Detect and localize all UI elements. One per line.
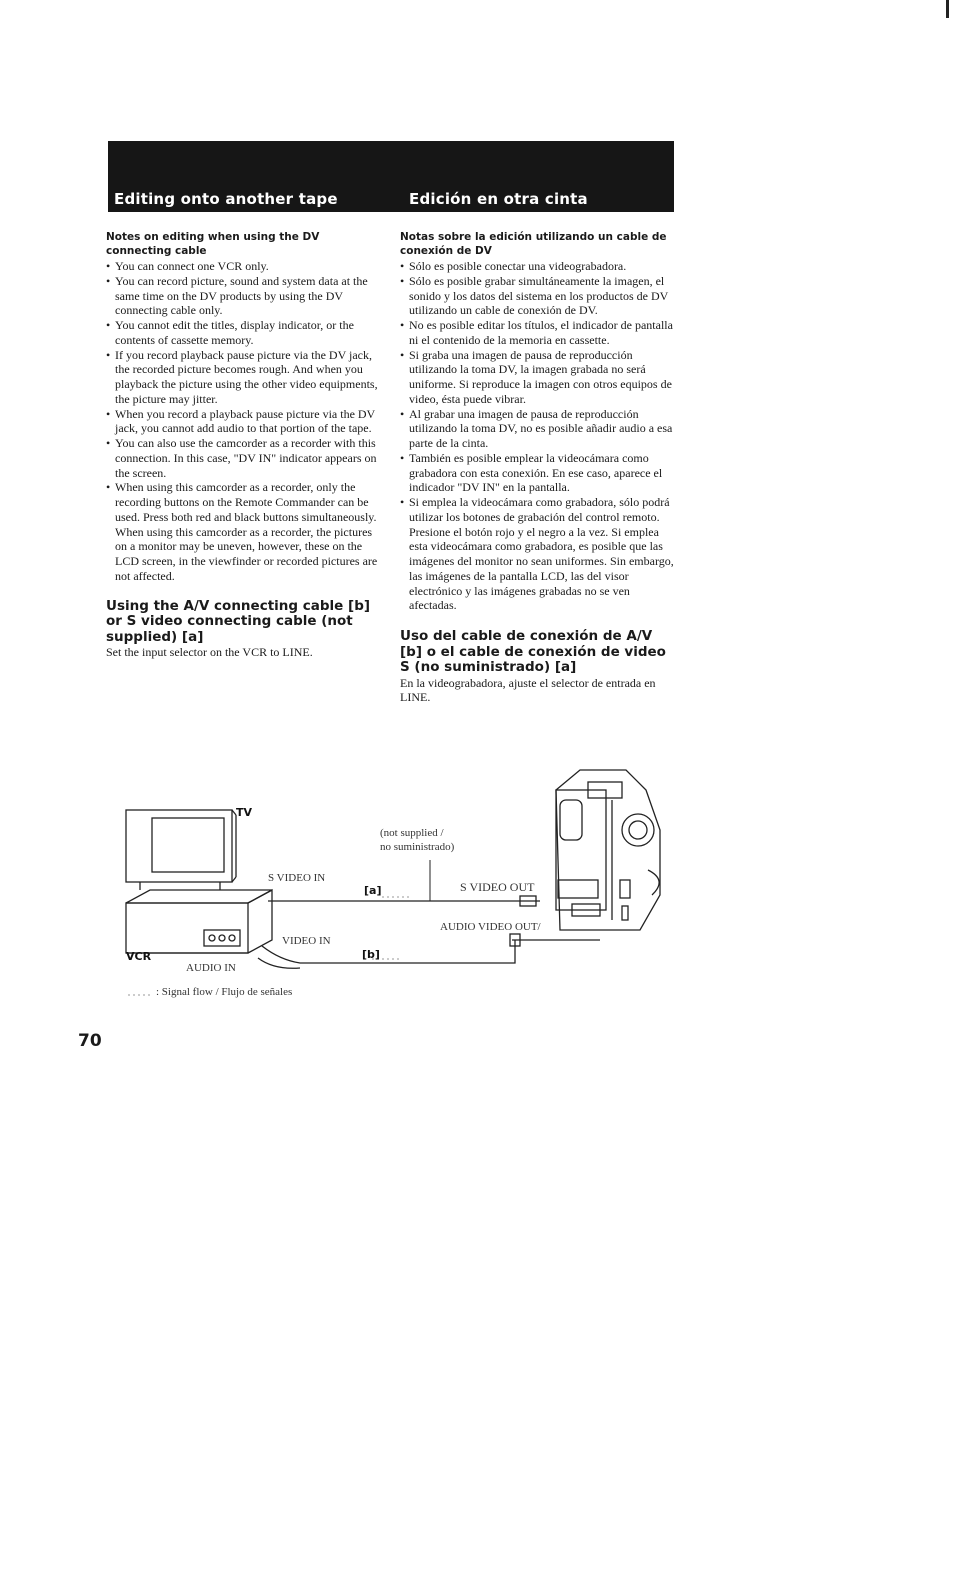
spanish-column [400, 230, 678, 705]
section-body-es: En la videograbadora, ajuste el selector de entrada en LINE. [400, 675, 656, 705]
section-heading-en: Using the A/V connecting cable [b] or S video connecting cable (not supplied) [a] [106, 597, 371, 645]
section-heading-es: Uso del cable de conexión de A/V [b] o el cable de conexión de video S (no suministrado) [a] [400, 628, 666, 675]
audio-video-out-label: AUDIO VIDEO OUT/ [440, 921, 541, 933]
cable-b-label: [b] [362, 948, 380, 961]
not-supplied-label: (not supplied / no suministrado) [380, 827, 455, 853]
cable-a-label: [a] [364, 884, 382, 897]
list-item: • No es posible editar los títulos, el indicador de pantalla ni el contenido de la memoria en cassette. [400, 318, 678, 348]
list-item: • When using this camcorder as a recorder, only the recording buttons on the Remote Commander can be used. Press both red and black buttons simultaneously. When using this camcorder as a recorder, the pictures on a monitor may be uneven, however, these on the LCD screen, in the viewfinder or recorded pictures are not affected. [106, 480, 382, 583]
list-item: • También es posible emplear la videocámara como grabadora con esta conexión. En ese caso, aparece el indicador "DV IN" en la pantalla. [400, 451, 678, 495]
section-banner [108, 141, 674, 212]
banner-title-en: Editing onto another tape [114, 190, 338, 208]
edge-mark [946, 0, 949, 18]
banner-title-es: Edición en otra cinta [409, 190, 588, 208]
notes-heading-en: Notes on editing when using the DV connecting cable [106, 231, 320, 257]
section-body-en: Set the input selector on the VCR to LINE. [106, 645, 313, 659]
list-item: • You cannot edit the titles, display indicator, or the contents of cassette memory. [106, 318, 382, 348]
notes-list-en [106, 259, 382, 584]
vcr-icon [126, 890, 272, 953]
tv-label: TV [236, 806, 253, 819]
camcorder-icon [556, 770, 660, 930]
audio-in-label: AUDIO IN [186, 962, 236, 974]
vcr-label: VCR [126, 950, 152, 963]
s-video-in-label: S VIDEO IN [268, 872, 326, 884]
s-video-out-label: S VIDEO OUT [460, 880, 535, 894]
list-item: • If you record playback pause picture via the DV jack, the recorded picture becomes rough. And when you playback the picture using the other video equipments, the picture may jitter. [106, 348, 382, 407]
tv-icon [126, 810, 236, 890]
list-item: • You can also use the camcorder as a recorder with this connection. In this case, "DV IN" indicator appears on the screen. [106, 436, 382, 480]
list-item: • Sólo es posible grabar simultáneamente la imagen, el sonido y los datos del sistema en los productos de DV utilizando un cable de conexión de DV. [400, 274, 678, 318]
list-item: • You can connect one VCR only. [106, 259, 382, 274]
list-item: • You can record picture, sound and system data at the same time on the DV products by using the DV connecting cable only. [106, 274, 382, 318]
list-item: • Si graba una imagen de pausa de reproducción utilizando la toma DV, la imagen grabada no será uniforme. Si reproduce la imagen con otros equipos de video, ésta puede vibrar. [400, 348, 678, 407]
signal-flow-legend: : Signal flow / Flujo de señales [156, 986, 293, 998]
notes-list-es [400, 259, 678, 613]
notes-heading-es: Notas sobre la edición utilizando un cable de conexión de DV [400, 231, 667, 257]
list-item: • Sólo es posible conectar una videograbadora. [400, 259, 678, 274]
list-item: • When you record a playback pause picture via the DV jack, you cannot add audio to that portion of the tape. [106, 407, 382, 437]
list-item: • Al grabar una imagen de pausa de reproducción utilizando la toma DV, no es posible añadir audio a esa parte de la cinta. [400, 407, 678, 451]
page-number: 70 [78, 1031, 102, 1051]
video-in-label: VIDEO IN [282, 935, 331, 947]
list-item: • Si emplea la videocámara como grabadora, sólo podrá utilizar los botones de grabación del control remoto. Presione el botón rojo y el negro a la vez. Si emplea esta videocámara como grabadora, es posible que las imágenes del monitor no sean uniformes. Sin embargo, las imágenes de la pantalla LCD, las del visor electrónico y las imágenes grabadas no se ven afectadas. [400, 495, 678, 613]
english-column [106, 230, 382, 660]
